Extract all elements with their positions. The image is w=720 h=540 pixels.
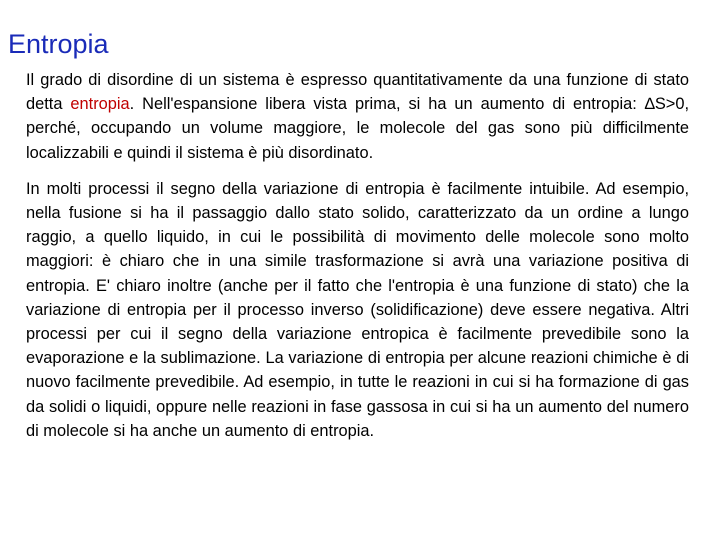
page-title: Entropia [8,29,109,59]
paragraph-1-before: Il grado di disordine di un sistema è espresso quantitativamente da una funzione di stato detta [26,71,689,114]
paragraph-1 [26,68,689,165]
paragraph-1-after: . Nell'espansione libera vista prima, si ha un aumento di entropia: ∆S>0, perché, occupando un volume maggiore, le molecole del gas sono più difficilmente localizzabili e quindi il sistema è più disordinato. [26,95,689,162]
body-text [26,68,689,443]
paragraph-2: In molti processi il segno della variazione di entropia è facilmente intuibile. Ad esempio, nella fusione si ha il passaggio dallo stato solido, caratterizzato da un ordine a lungo raggio, a quello liquido, in cui le possibilità di movimento delle molecole sono molto maggiori: è chiaro che in una simile trasformazione si avrà una variazione positiva di entropia. E' chiaro inoltre (anche per il fatto che l'entropia è una funzione di stato) che la variazione di entropia per il processo inverso (solidificazione) deve essere negativa. Altri processi per cui il segno della variazione entropica è facilmente prevedibile sono la evaporazione e la sublimazione. La variazione di entropia per alcune reazioni chimiche è di nuovo facilmente prevedibile. Ad esempio, in tutte le reazioni in cui si ha formazione di gas da solidi o liquidi, oppure nelle reazioni in fase gassosa in cui si ha un aumento del numero di molecole si ha anche un aumento di entropia. [26,179,689,440]
highlighted-term: entropia [70,95,130,114]
